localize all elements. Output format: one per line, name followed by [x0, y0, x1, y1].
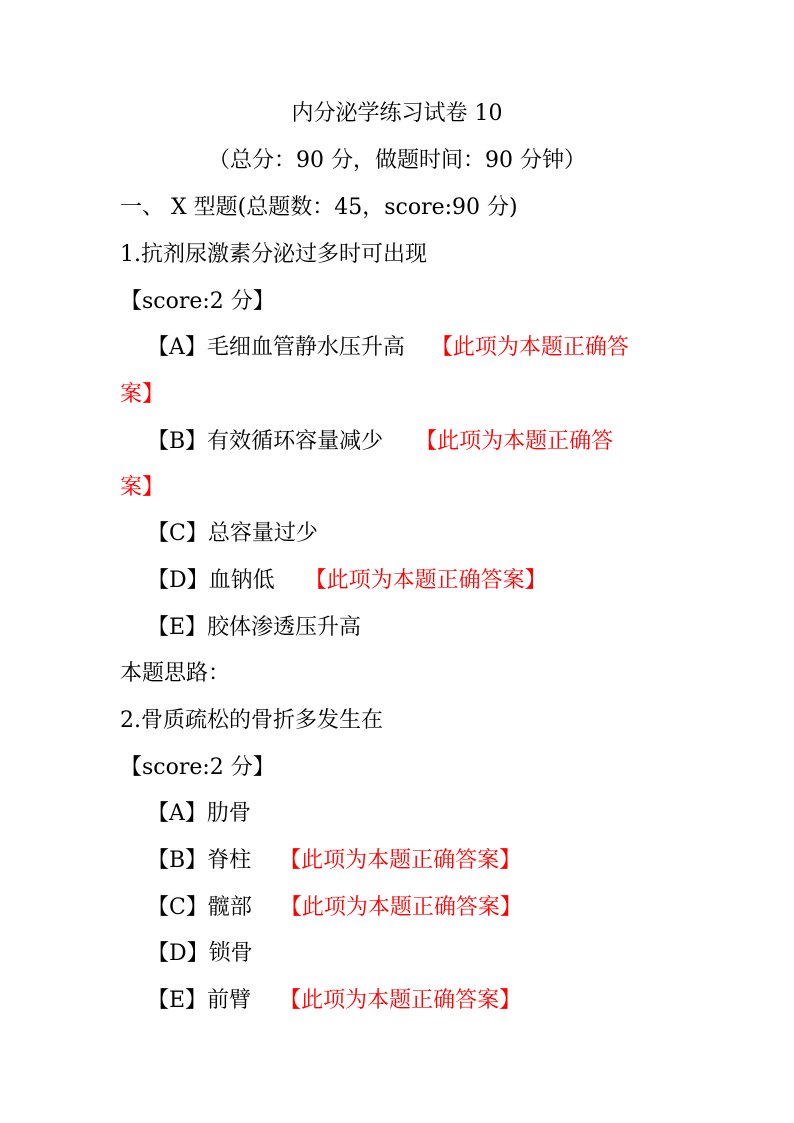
option-label: 【E】前臂: [147, 988, 252, 1013]
option-row: [147, 847, 521, 875]
option-row: [147, 940, 253, 968]
section-heading: 一、 X 型题(总题数：45，score:90 分): [120, 195, 518, 220]
option-row: [147, 800, 251, 828]
correct-answer-mark-continuation: 案】: [120, 382, 165, 407]
question-stem: 2.骨质疏松的骨折多发生在: [120, 708, 383, 733]
option-label: 【A】肋骨: [147, 801, 251, 826]
option-row: [147, 614, 361, 642]
question-score: 【score:2 分】: [120, 755, 275, 780]
question-score: 【score:2 分】: [120, 289, 275, 314]
option-label: 【B】有效循环容量减少: [147, 429, 384, 454]
option-label: 【E】胶体渗透压升高: [147, 615, 362, 640]
option-row: [147, 334, 629, 362]
correct-answer-mark: 【此项为本题正确答案】: [279, 988, 522, 1013]
correct-answer-mark-continuation: 案】: [120, 475, 165, 500]
option-row: [147, 894, 522, 922]
correct-answer-mark: 【此项为本题正确答案】: [279, 848, 522, 873]
correct-answer-mark: 【此项为本题正确答案】: [304, 568, 547, 593]
option-label: 【C】总容量过少: [147, 521, 318, 546]
correct-answer-mark: 【此项为本题正确答: [415, 429, 614, 454]
option-row: [147, 987, 521, 1015]
option-row: [147, 520, 318, 548]
option-label: 【B】脊柱: [147, 848, 252, 873]
correct-answer-mark: 【此项为本题正确答: [430, 335, 629, 360]
option-label: 【D】血钠低: [147, 568, 275, 593]
option-row: [147, 428, 613, 456]
question-stem: 1.抗剂尿激素分泌过多时可出现: [120, 242, 427, 267]
document-subtitle: （总分：90 分，做题时间：90 分钟）: [208, 148, 586, 173]
option-row: [147, 567, 547, 595]
option-label: 【C】髋部: [147, 895, 252, 920]
analysis-label: 本题思路：: [120, 661, 231, 686]
option-label: 【A】毛细血管静水压升高: [147, 335, 405, 360]
option-label: 【D】锁骨: [147, 941, 253, 966]
document-title: 内分泌学练习试卷 10: [291, 101, 503, 126]
correct-answer-mark: 【此项为本题正确答案】: [279, 895, 522, 920]
